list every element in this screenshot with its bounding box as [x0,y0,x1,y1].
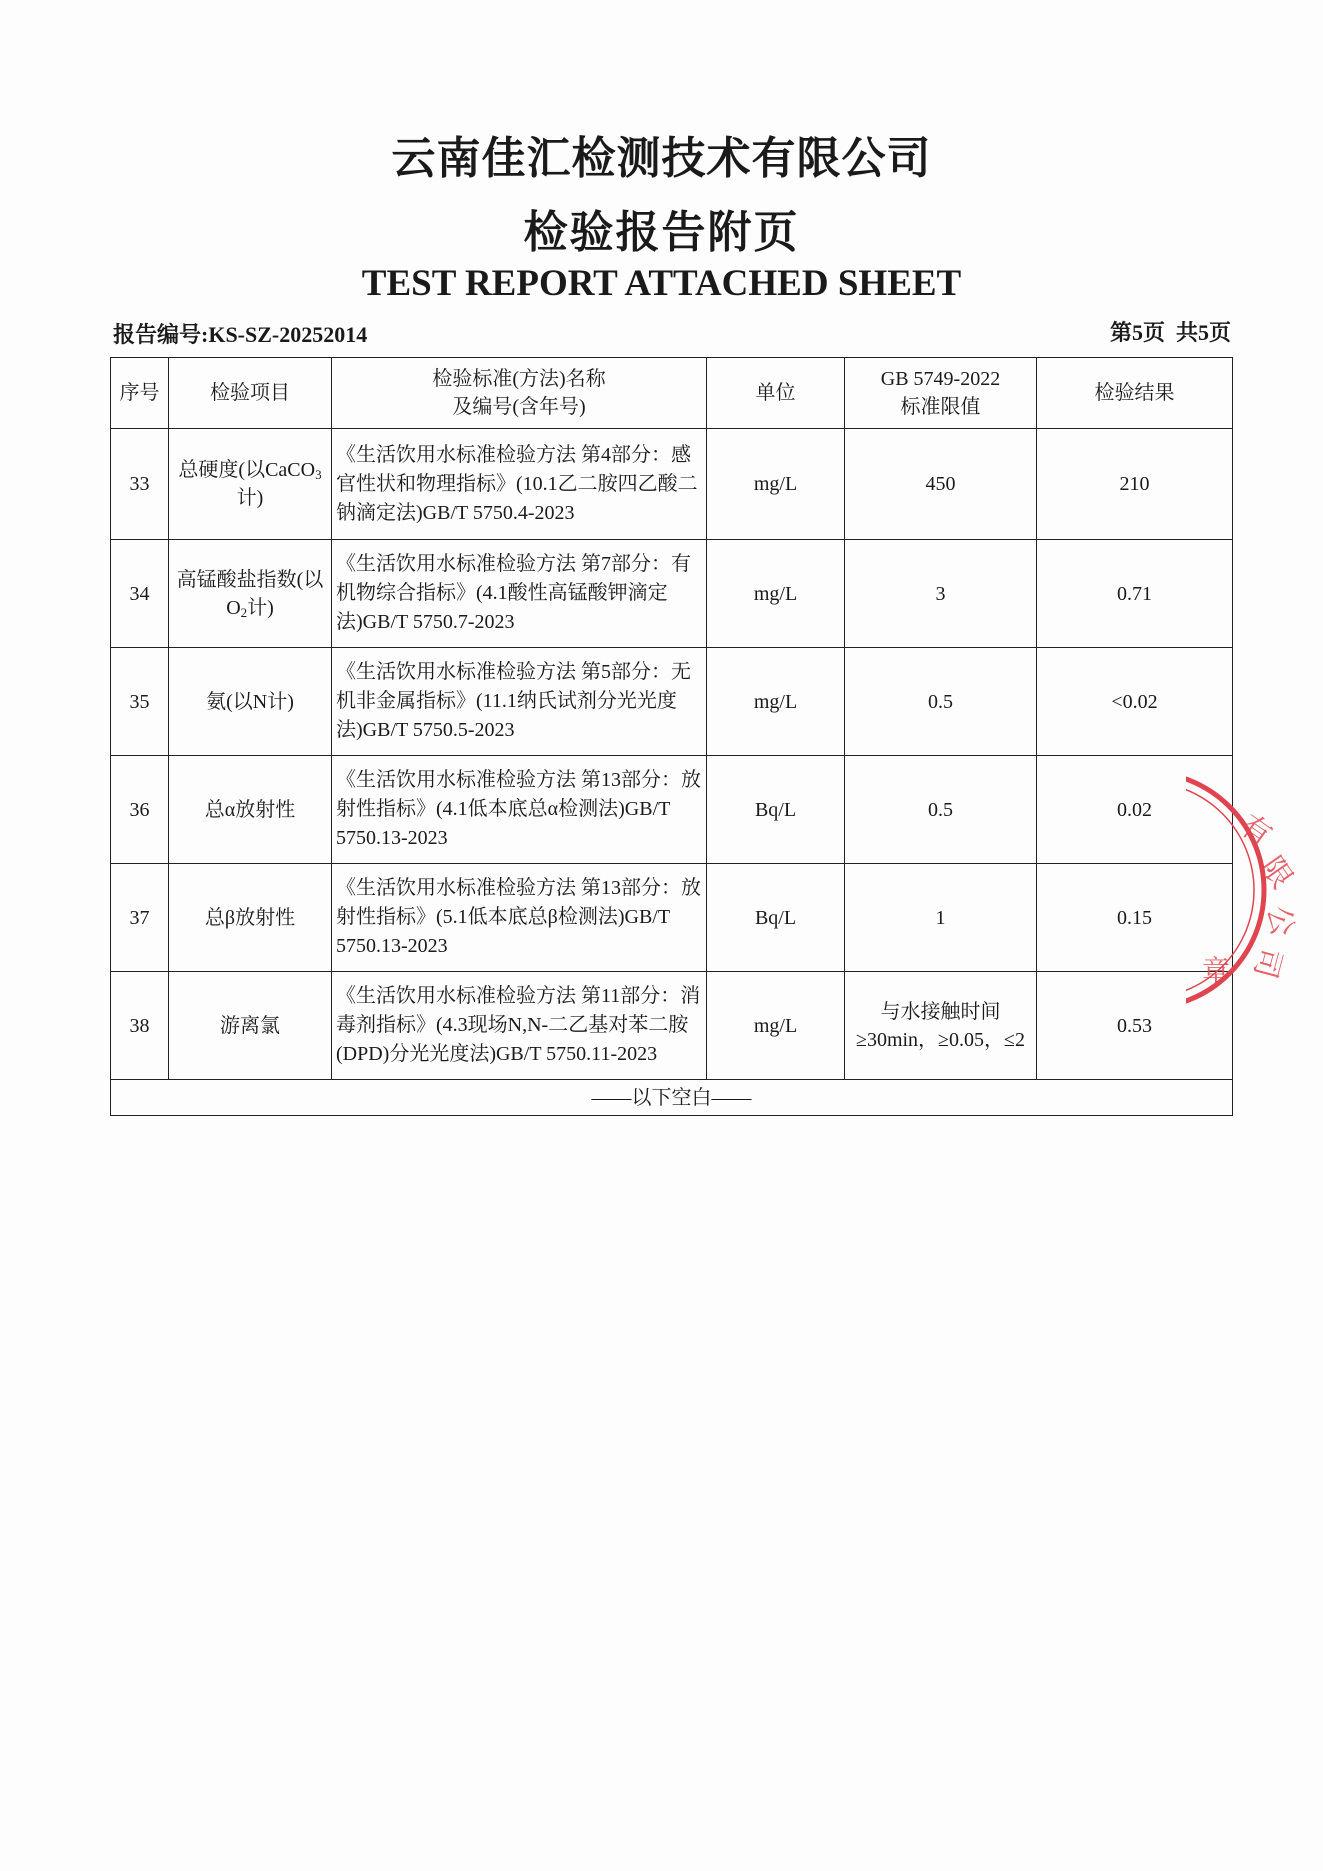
cell-limit: 1 [845,864,1037,972]
cell-result: 0.71 [1037,540,1233,648]
cell-unit: mg/L [707,429,845,540]
company-name: 云南佳汇检测技术有限公司 [391,133,932,184]
table-header-row [111,358,1233,429]
cell-limit: 450 [845,429,1037,540]
cell-seq: 33 [111,429,169,540]
cell-result: <0.02 [1037,648,1233,756]
seal-char-5: 章 [1202,954,1231,987]
table-end-row [111,1080,1233,1116]
cell-seq: 34 [111,540,169,648]
cell-seq: 35 [111,648,169,756]
seal-char-1: 有 [1233,807,1279,854]
cell-method: 《生活饮用水标准检验方法 第13部分：放射性指标》(5.1低本底总β检测法)GB/T 5750.13-2023 [332,864,707,972]
header-method-line2: 及编号(含年号) [452,396,586,418]
cell-item: 总β放射性 [169,864,332,972]
item-tail: 计) [247,596,274,619]
report-number-label: 报告编号: [113,322,209,347]
table-row [111,648,1233,756]
seal-char-2: 限 [1253,850,1300,896]
cell-seq: 36 [111,756,169,864]
report-number-value: KS-SZ-20252014 [208,322,368,347]
table-row [111,756,1233,864]
cell-item [169,429,332,540]
cell-limit: 0.5 [845,648,1037,756]
cell-item: 游离氯 [169,972,332,1080]
cell-result: 0.15 [1037,864,1233,972]
cell-item: 氨(以N计) [169,648,332,756]
item-subscript: 2 [240,604,248,620]
header-limit-line1: GB 5749-2022 [880,368,1001,390]
cell-item [169,540,332,648]
report-title-en: TEST REPORT ATTACHED SHEET [361,263,962,304]
seal-graphic [1186,770,1316,1010]
cell-unit: Bq/L [707,864,845,972]
cell-limit: 0.5 [845,756,1037,864]
report-title-cn: 检验报告附页 [523,207,800,258]
header-limit-line2: 标准限值 [900,396,981,418]
item-text: 总硬度(以CaCO [178,459,316,481]
table-row [111,864,1233,972]
cell-limit: 3 [845,540,1037,648]
cell-seq: 38 [111,972,169,1080]
cell-method: 《生活饮用水标准检验方法 第5部分：无机非金属指标》(11.1纳氏试剂分光光度法)GB/T 5750.5-2023 [332,648,707,756]
cell-unit: mg/L [707,972,845,1080]
end-note: ——以下空白—— [111,1080,1233,1116]
table-row [111,540,1233,648]
seal-char-3: 公 [1260,903,1300,939]
header-seq: 序号 [111,358,169,429]
company-seal [1186,770,1316,1010]
cell-method: 《生活饮用水标准检验方法 第7部分：有机物综合指标》(4.1酸性高锰酸钾滴定法)GB/T 5750.7-2023 [332,540,707,648]
item-tail: 计) [236,487,264,509]
cell-method: 《生活饮用水标准检验方法 第11部分：消毒剂指标》(4.3现场N,N-二乙基对苯二胺(DPD)分光光度法)GB/T 5750.11-2023 [332,972,707,1080]
header-unit: 单位 [707,358,845,429]
header-result: 检验结果 [1037,358,1233,429]
page-indicator: 第5页 共5页 [1109,320,1231,345]
cell-method: 《生活饮用水标准检验方法 第4部分：感官性状和物理指标》(10.1乙二胺四乙酸二钠滴定法)GB/T 5750.4-2023 [332,429,707,540]
header-limit [845,358,1037,429]
header-method-line1: 检验标准(方法)名称 [432,368,606,390]
cell-unit: mg/L [707,648,845,756]
item-text: 高锰酸盐指数(以 [176,568,324,591]
table-row [111,429,1233,540]
cell-limit: 与水接触时间≥30min，≥0.05，≤2 [845,972,1037,1080]
results-table [110,357,1233,1116]
cell-result: 0.53 [1037,972,1233,1080]
cell-seq: 37 [111,864,169,972]
cell-unit: Bq/L [707,756,845,864]
header-method [332,358,707,429]
item-subscript: 3 [315,467,322,482]
table-row [111,972,1233,1080]
cell-result: 0.02 [1037,756,1233,864]
cell-unit: mg/L [707,540,845,648]
header-item: 检验项目 [169,358,332,429]
cell-item: 总α放射性 [169,756,332,864]
seal-char-4: 司 [1246,943,1289,982]
cell-result: 210 [1037,429,1233,540]
report-number [113,318,367,349]
cell-method: 《生活饮用水标准检验方法 第13部分：放射性指标》(4.1低本底总α检测法)GB/T 5750.13-2023 [332,756,707,864]
item-element: O [226,596,241,619]
